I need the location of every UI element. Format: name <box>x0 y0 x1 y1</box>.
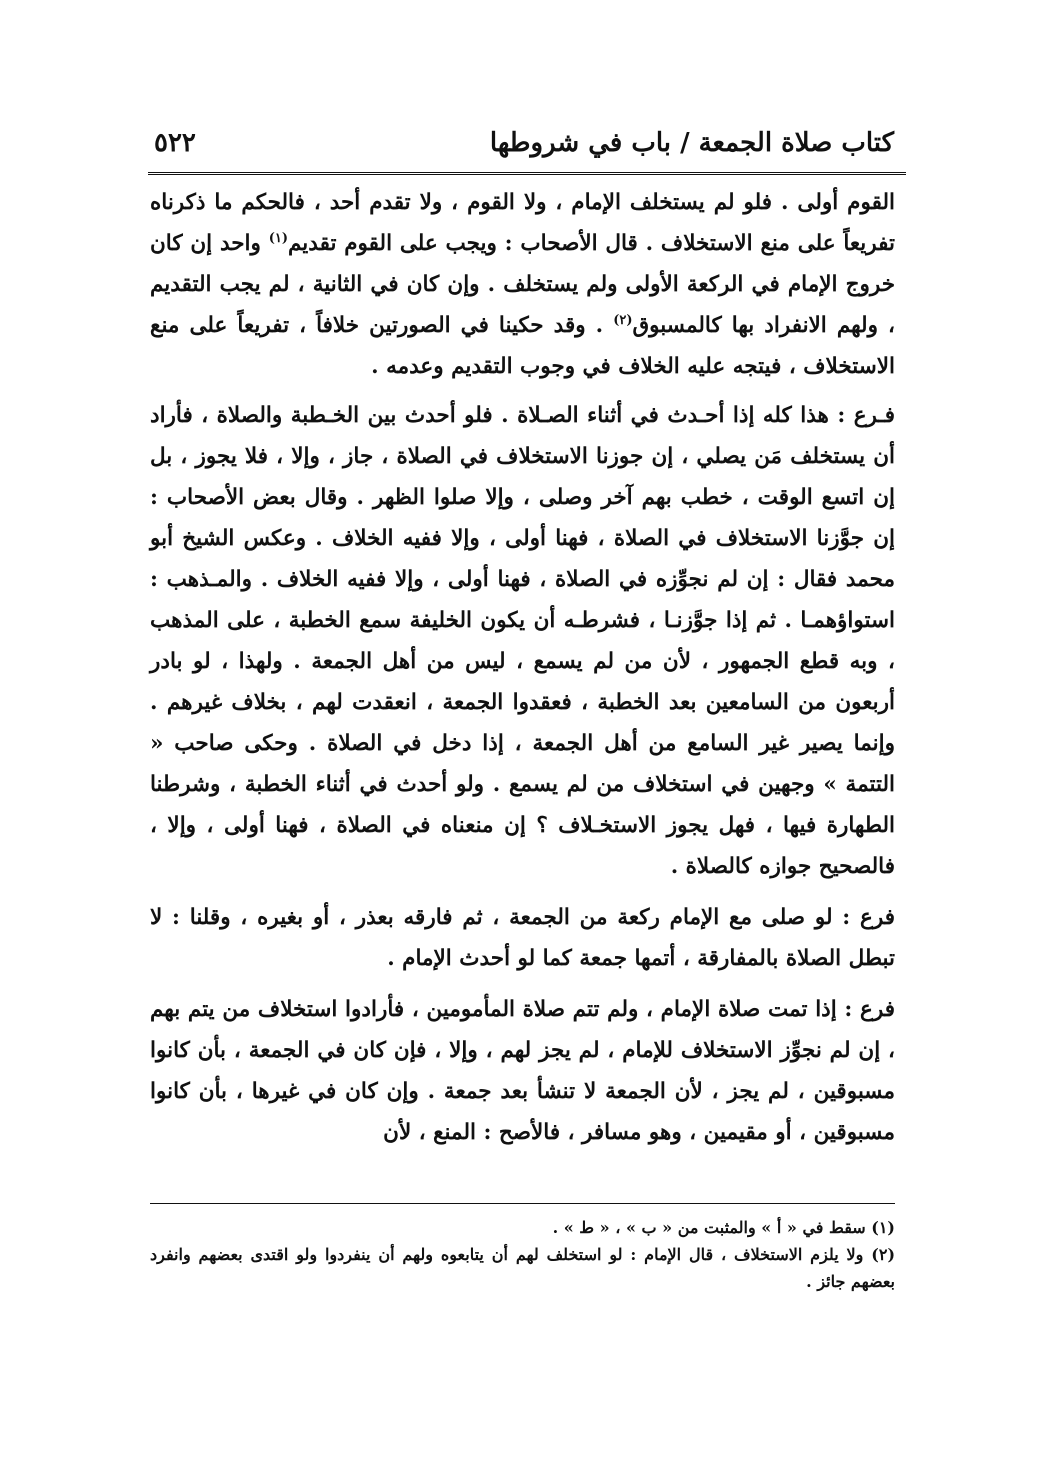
running-header <box>148 120 906 170</box>
main-text <box>150 182 895 1163</box>
page-number: ٥٢٢ <box>154 128 196 158</box>
paragraph-1 <box>150 182 895 387</box>
running-title: كتاب صلاة الجمعة / باب في شروطها <box>489 128 894 158</box>
paragraph-3: فرع : لو صلى مع الإمام ركعة من الجمعة ، ثم فارقه بعذر ، أو بغيره ، وقلنا : لا تبطل الصلاة بالمفارقة ، أتمها جمعة كما لو أحدث الإمام . <box>150 905 895 971</box>
paragraph-2: فـرع : هذا كله إذا أحـدث في أثناء الصـلاة . فلو أحدث بين الخـطبة والصلاة ، فأراد أن يستخلف مَن يصلي ، إن جوزنا الاستخلاف في الصلاة ، جاز ، وإلا ، فلا يجوز ، بل إن اتسع الوقت ، خطب بهم آخر وصلى ، وإلا صلوا الظهر . وقال بعض الأصحاب : إن جوَّزنا الاستخلاف في الصلاة ، فهنا أولى ، وإلا ففيه الخلاف . وعكس الشيخ أبو محمد فقال : إن لم نجوِّزه في الصلاة ، فهنا أولى ، وإلا ففيه الخلاف . والمـذهب : استواؤهمـا . ثم إذا جوَّزنـا ، فشرطـه أن يكون الخليفة سمع الخطبة ، على المذهب ، وبه قطع الجمهور ، لأن من لم يسمع ، ليس من أهل الجمعة . ولهذا ، لو بادر أربعون من السامعين بعد الخطبة ، فعقدوا الجمعة ، انعقدت لهم ، بخلاف غيرهم . وإنما يصير غير السامع من أهل الجمعة ، إذا دخل في الصلاة . وحكى صاحب « التتمة » وجهين في استخلاف من لم يسمع . ولو أحدث في أثناء الخطبة ، وشرطنا الطهارة فيها ، فهل يجوز الاستخـلاف ؟ إن منعناه في الصلاة ، فهنا أولى ، وإلا ، فالصحيح جوازه كالصلاة . <box>150 403 895 879</box>
footnote-2: (٢) ولا يلزم الاستخلاف ، قال الإمام : لو استخلف لهم أن يتابعوه ولهم أن ينفردوا ولو اقتدى بعضهم وانفرد بعضهم جائز . <box>150 1245 896 1291</box>
paragraph-4: فرع : إذا تمت صلاة الإمام ، ولم تتم صلاة المأمومين ، فأرادوا استخلاف من يتم بهم ، إن لم نجوِّز الاستخلاف للإمام ، لم يجز لهم ، وإلا ، فإن كان في الجمعة ، بأن كانوا مسبوقين ، لم يجز ، لأن الجمعة لا تنشأ بعد جمعة . وإن كان في غيرها ، بأن كانوا مسبوقين ، أو مقيمين ، وهو مسافر ، فالأصح : المنع ، لأن <box>150 997 895 1145</box>
footnote-ref-1[interactable]: (١) <box>268 230 288 246</box>
footnotes <box>150 1214 895 1295</box>
paragraph-1-part-b: واحد إن كان خروج الإمام في الركعة الأولى ولم يستخلف . وإن كان في الثانية ، لم يجب التقديم ، ولهم الانفراد بها كالمسبوق <box>150 231 895 338</box>
footnote-ref-2[interactable]: (٢) <box>613 312 633 328</box>
paragraph-1-part-c: . وقد حكينا في الصورتين خلافاً ، تفريعاً على منع الاستخلاف ، فيتجه عليه الخلاف في وجوب التقديم وعدمه . <box>150 313 895 379</box>
header-divider <box>148 172 906 175</box>
paragraph-1-part-a: القوم أولى . فلو لم يستخلف الإمام ، ولا القوم ، ولا تقدم أحد ، فالحكم ما ذكرناه تفريعاً على منع الاستخلاف . قال الأصحاب : ويجب على القوم تقديم <box>150 190 895 256</box>
footnote-1: (١) سقط في « أ » والمثبت من « ب » ، « ط » . <box>552 1218 895 1237</box>
footnote-divider <box>150 1203 895 1204</box>
